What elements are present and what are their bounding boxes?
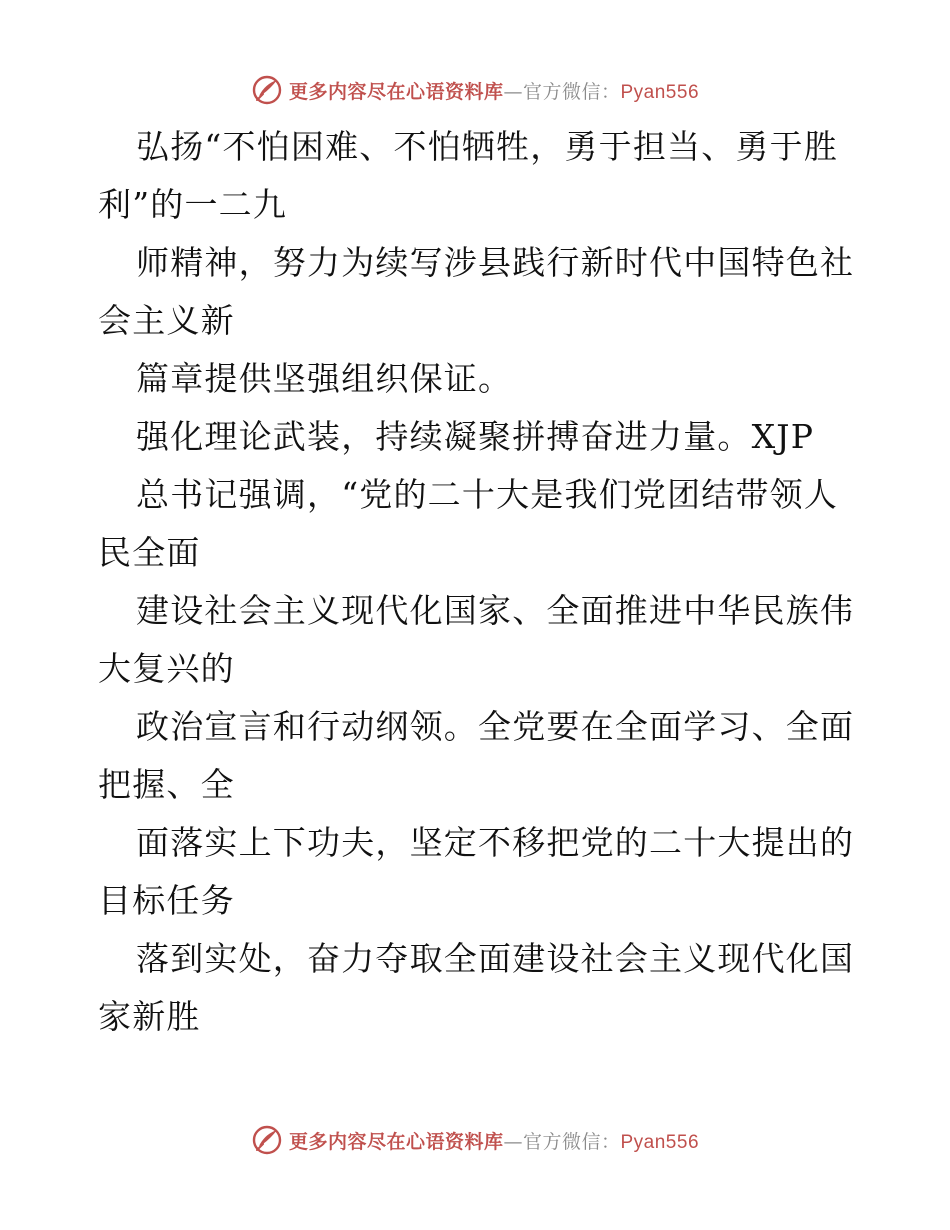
text-line-3: 师精神，努力为续写涉县践行新时代中国特色社	[136, 243, 855, 282]
text-line-12: 把握、全	[98, 765, 235, 804]
text-line-10: 大复兴的	[98, 649, 235, 688]
quill-logo-icon	[251, 1124, 283, 1156]
text-line-6: 强化理论武装，持续凝聚拼搏奋进力量。XJP	[136, 417, 815, 456]
text-line-7: 总书记强调，“党的二十大是我们党团结带领人	[136, 475, 839, 514]
text-line-5: 篇章提供坚强组织保证。	[136, 359, 513, 398]
text-line-8: 民全面	[98, 533, 201, 572]
watermark-text: 更多内容尽在心语资料库—官方微信：Pyan556	[288, 1130, 700, 1153]
document-body	[98, 118, 858, 1046]
text-line-13: 面落实上下功夫，坚定不移把党的二十大提出的	[136, 823, 855, 862]
text-line-9: 建设社会主义现代化国家、全面推进中华民族伟	[136, 591, 855, 630]
text-line-4: 会主义新	[98, 301, 235, 340]
text-line-1: 弘扬“不怕困难、不怕牺牲，勇于担当、勇于胜	[136, 127, 839, 166]
text-line-15: 落到实处，奋力夺取全面建设社会主义现代化国	[136, 939, 855, 978]
footer-watermark	[0, 1120, 950, 1160]
quill-logo-icon	[251, 74, 283, 106]
text-line-14: 目标任务	[98, 881, 235, 920]
text-line-16: 家新胜	[98, 997, 201, 1036]
text-line-11: 政治宣言和行动纲领。全党要在全面学习、全面	[136, 707, 855, 746]
header-watermark	[0, 70, 950, 110]
text-line-2: 利”的一二九	[98, 185, 288, 224]
watermark-text: 更多内容尽在心语资料库—官方微信：Pyan556	[288, 80, 700, 103]
